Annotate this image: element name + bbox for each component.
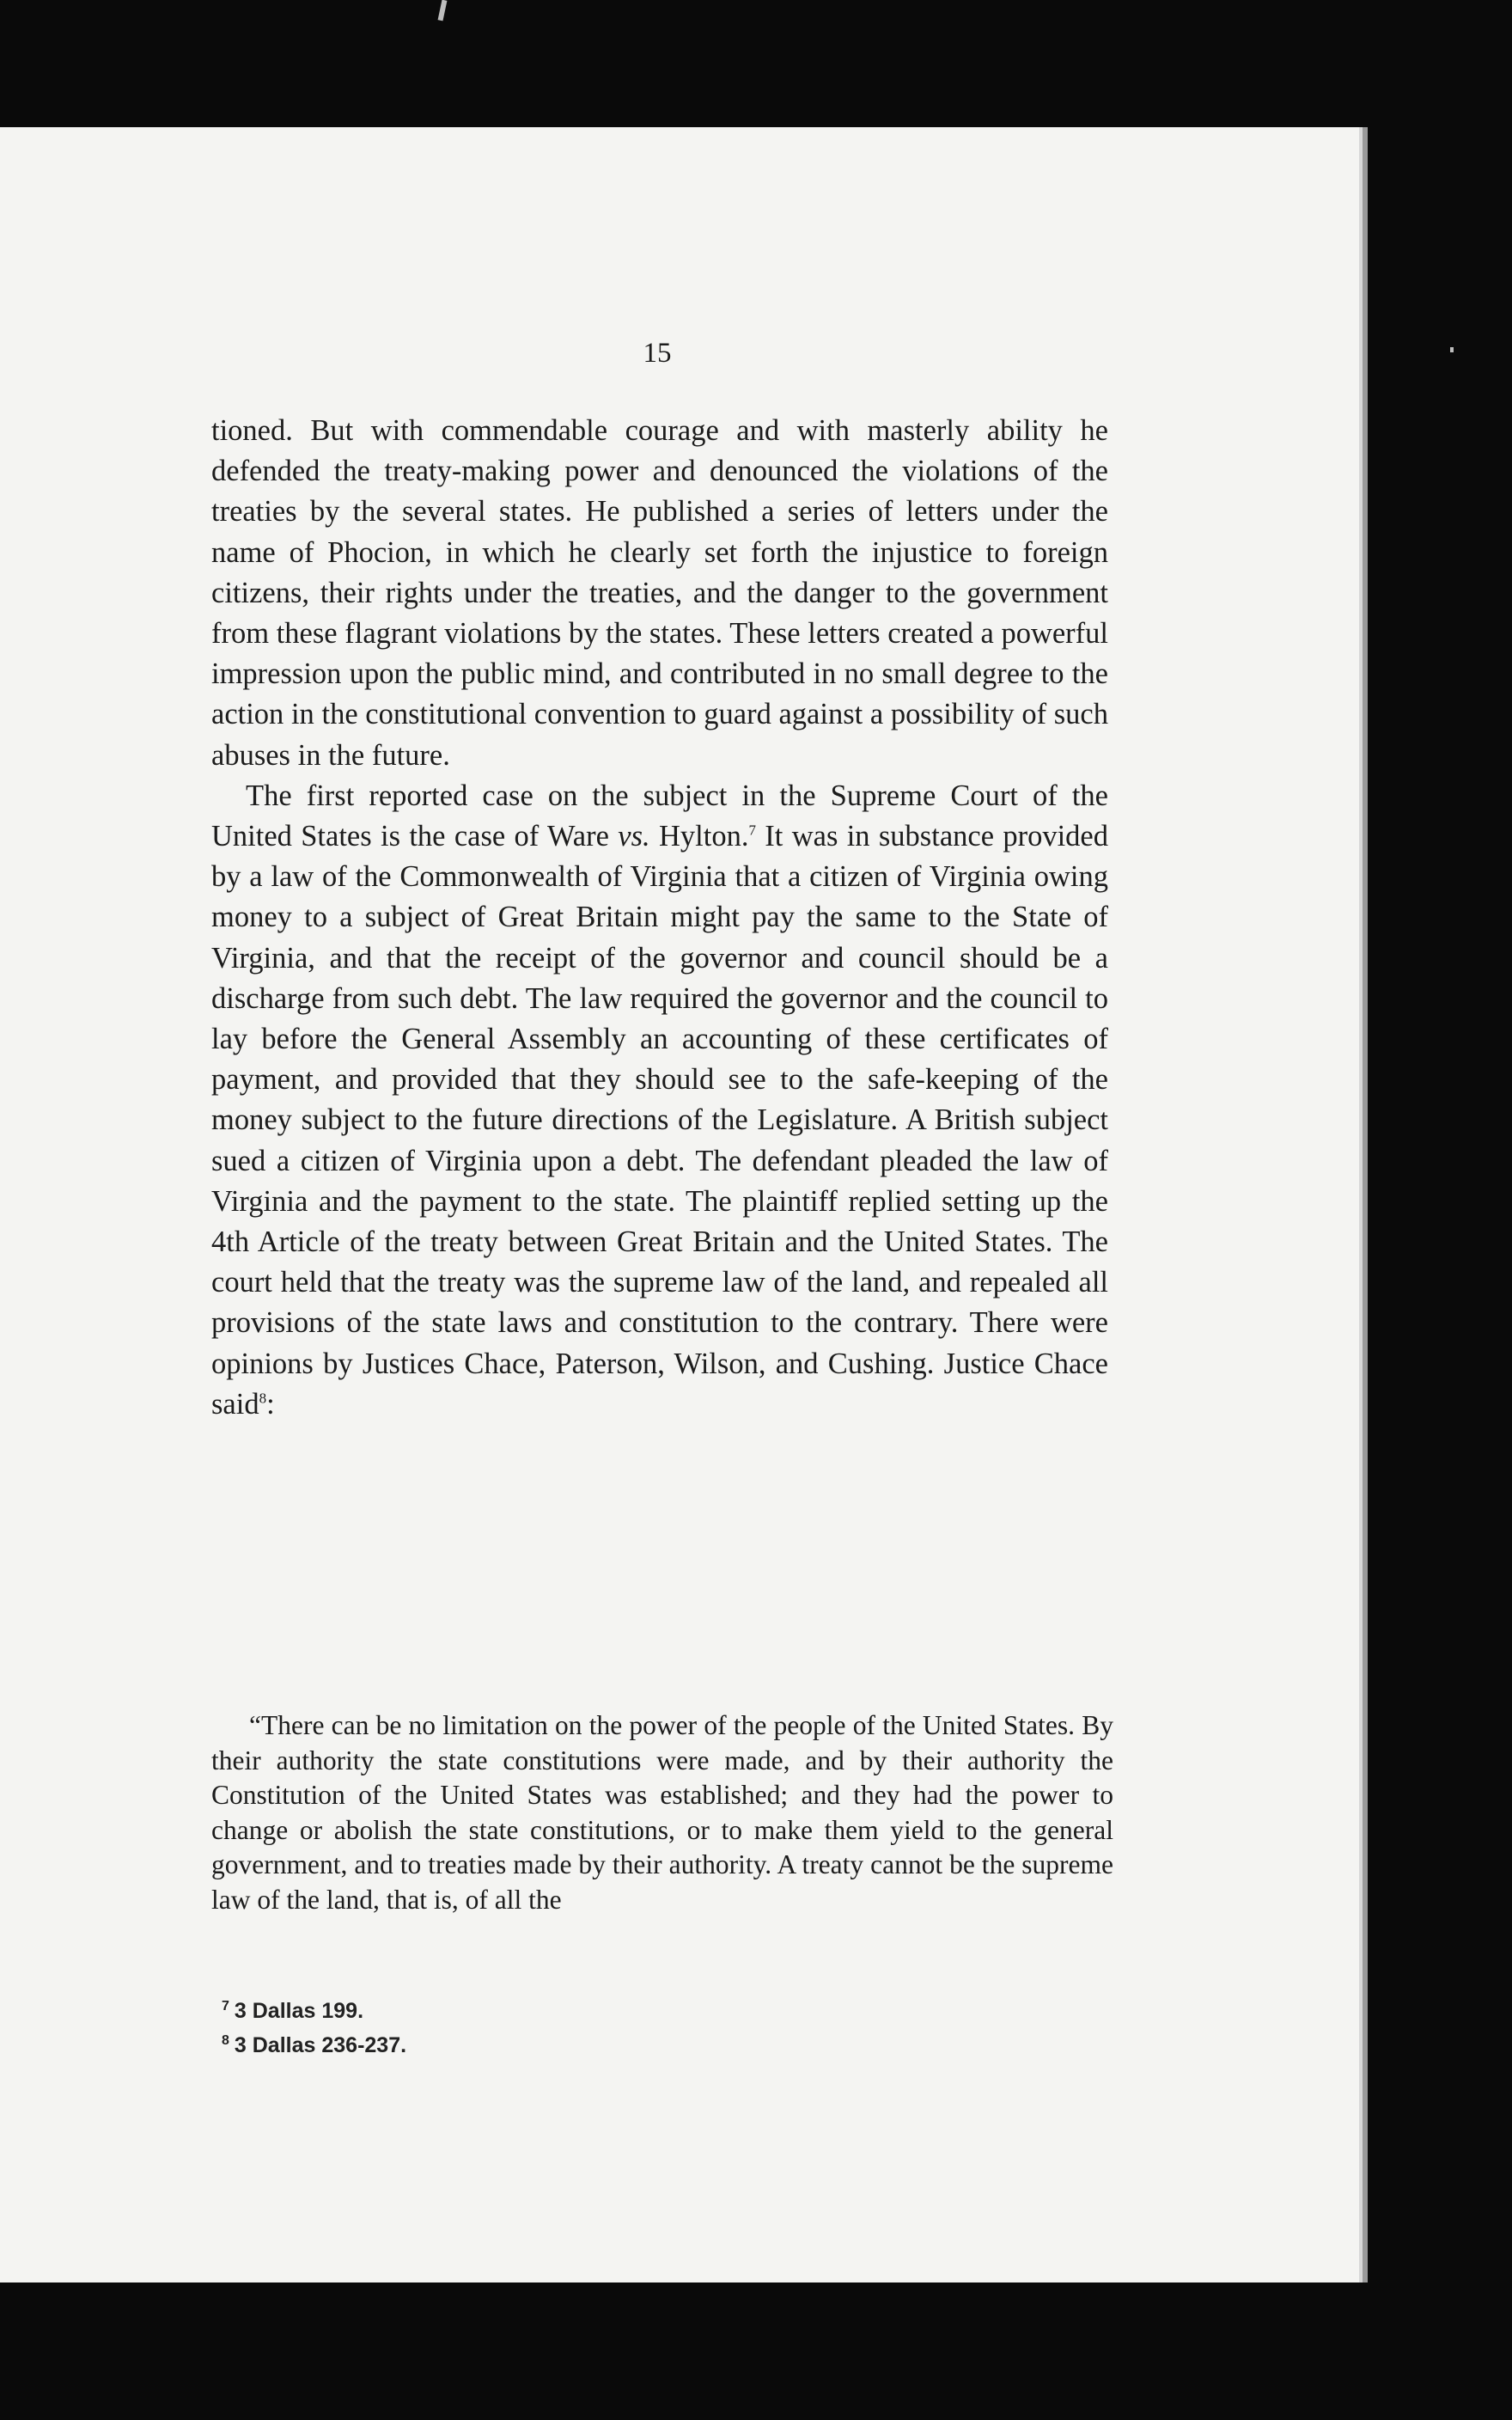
paragraph-2 (211, 776, 1108, 1425)
scan-mark-right (1450, 347, 1454, 352)
footnote-ref-7: 7 (748, 822, 756, 839)
paragraph-2-text-b: Hylton. (649, 820, 749, 853)
footnote-mark: 8 (222, 2032, 229, 2048)
footnote-7 (222, 1994, 406, 2028)
book-page (0, 127, 1359, 2282)
paragraph-2-text-d: : (266, 1387, 275, 1421)
footnote-text: 3 Dallas 199. (234, 1999, 364, 2023)
footnote-ref-8: 8 (259, 1390, 267, 1407)
page-number: 15 (643, 338, 672, 369)
body-text (211, 411, 1108, 1425)
footnote-text: 3 Dallas 236-237. (234, 2033, 407, 2057)
case-abbreviation: vs. (618, 820, 650, 853)
block-quote: “There can be no limitation on the power of the people of the United States. By their authority the state constitutions were made, and by their authority the Constitution of the United States was established; and they had the power to change or abolish the state constitutions, or to make them yield to the general government, and to treaties made by their authority. A treaty cannot be the supreme law of the land, that is, of all the (211, 1710, 1113, 1915)
paragraph-1: tioned. But with commendable courage and with masterly ability he defended the treaty-making power and denounced the violations of the treaties by the several states. He published a series of letters under the name of Phocion, in which he clearly set forth the injustice to foreign citizens, their rights under the treaties, and the danger to the government from these flagrant violations by the states. These letters created a powerful impression upon the public mind, and contributed in no small degree to the action in the constitutional convention to guard against a possibility of such abuses in the future. (211, 414, 1108, 772)
footnotes (222, 1994, 406, 2062)
paragraph-2-text-a: The first reported case on the subject in the Supreme Court of the United States is the case of Ware (211, 779, 1108, 853)
footnote-8 (222, 2028, 406, 2062)
footnote-mark: 7 (222, 1998, 229, 2014)
paragraph-2-text-c: It was in substance provided by a law of the Commonwealth of Virginia that a citizen of Virginia owing money to a subject of Great Britain might pay the same to the State of Virginia, and that the receipt of the governor and council should be a discharge from such debt. The law required the governor and the council to lay before the General Assembly an accounting of these certificates of payment, and provided that they should see to the safe-keeping of the money subject to the future directions of the Legislature. A British subject sued a citizen of Virginia upon a debt. The defendant pleaded the law of Virginia and the payment to the state. The plaintiff replied setting up the 4th Article of the treaty between Great Britain and the United States. The court held that the treaty was the supreme law of the land, and repealed all provisions of the state laws and constitution to the contrary. There were opinions by Justices Chace, Paterson, Wilson, and Cushing. Justice Chace said (211, 820, 1108, 1421)
scan-mark-top (438, 0, 448, 21)
